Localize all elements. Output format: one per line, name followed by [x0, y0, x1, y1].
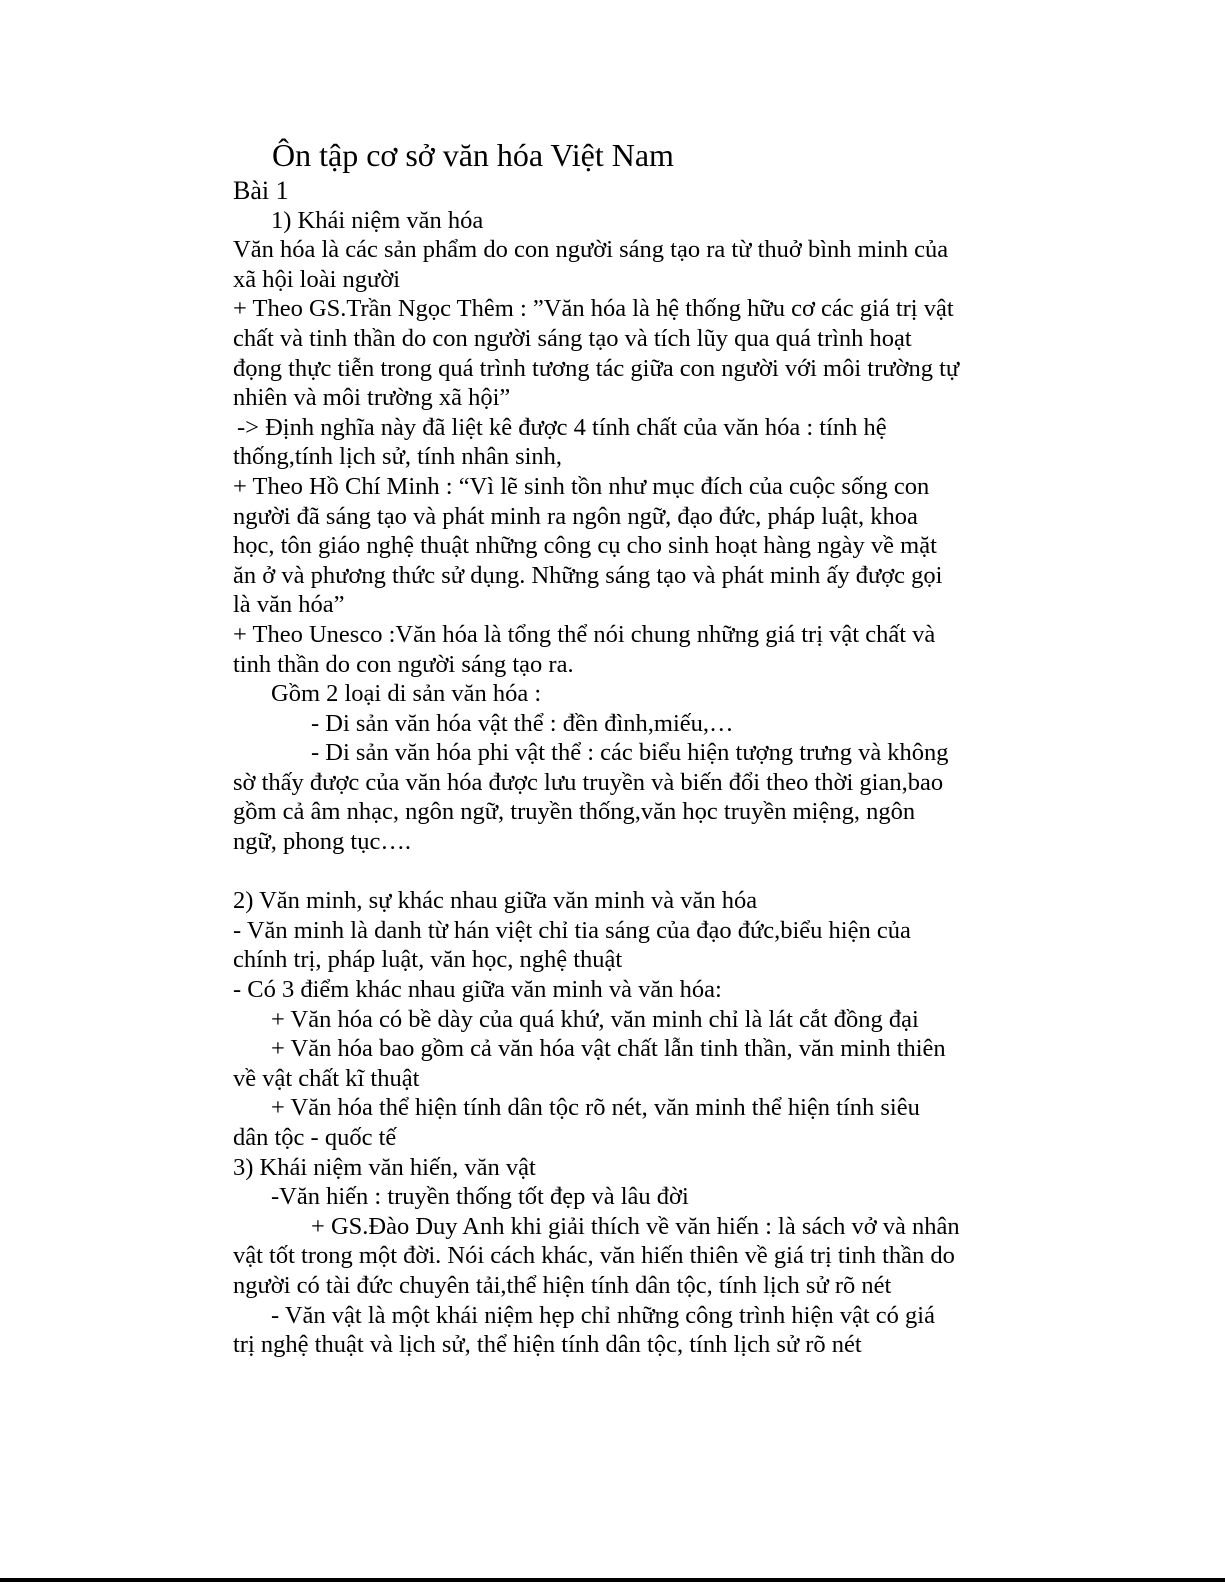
text-line: Gồm 2 loại di sản văn hóa : [271, 680, 542, 708]
text-line: dân tộc - quốc tế [233, 1124, 397, 1151]
section-heading-1: 1) Khái niệm văn hóa [271, 206, 484, 234]
text-line: - Có 3 điểm khác nhau giữa văn minh và văn hóa: [233, 976, 722, 1004]
text-line: - Di sản văn hóa phi vật thể : các biểu hiện tượng trưng và không [311, 739, 949, 767]
text-line: học, tôn giáo nghệ thuật những công cụ cho sinh hoạt hàng ngày về mặt [233, 532, 937, 560]
blank-line [233, 857, 1023, 887]
lesson-heading: Bài 1 [233, 176, 289, 205]
text-line: + GS.Đào Duy Anh khi giải thích về văn hiến : là sách vở và nhân [311, 1212, 960, 1240]
section-heading-2: 2) Văn minh, sự khác nhau giữa văn minh và văn hóa [233, 887, 758, 915]
text-line: xã hội loài người [233, 265, 401, 293]
text-line: chính trị, pháp luật, văn học, nghệ thuật [233, 946, 623, 974]
section-heading-3: 3) Khái niệm văn hiến, văn vật [233, 1153, 536, 1181]
text-line: tinh thần do con người sáng tạo ra. [233, 650, 574, 678]
text-line: Văn hóa là các sản phẩm do con người sáng tạo ra từ thuở bình minh của [233, 236, 949, 264]
text-line: đọng thực tiễn trong quá trình tương tác giữa con người với môi trường tự [233, 354, 960, 382]
text-line: + Theo Hồ Chí Minh : “Vì lẽ sinh tồn như mục đích của cuộc sống con [233, 472, 930, 500]
document-title: Ôn tập cơ sở văn hóa Việt Nam [272, 137, 674, 173]
text-line: người có tài đức chuyên tải,thể hiện tính dân tộc, tính lịch sử rõ nét [233, 1271, 892, 1299]
document-body [233, 176, 1023, 1360]
text-line: thống,tính lịch sử, tính nhân sinh, [233, 443, 563, 471]
text-line: + Theo Unesco :Văn hóa là tổng thể nói chung những giá trị vật chất và [233, 620, 936, 648]
text-line: -Văn hiến : truyền thống tốt đẹp và lâu đời [271, 1183, 689, 1211]
text-line: - Di sản văn hóa vật thể : đền đình,miếu,… [311, 709, 734, 737]
text-line: vật tốt trong một đời. Nói cách khác, văn hiến thiên về giá trị tinh thần do [233, 1242, 955, 1270]
page-bottom-border [0, 1578, 1225, 1582]
text-line: + Theo GS.Trần Ngọc Thêm : ”Văn hóa là hệ thống hữu cơ các giá trị vật [233, 295, 954, 323]
text-line: - Văn vật là một khái niệm hẹp chỉ những công trình hiện vật có giá [271, 1301, 935, 1329]
text-line: gồm cả âm nhạc, ngôn ngữ, truyền thống,văn học truyền miệng, ngôn [233, 798, 916, 826]
text-line: nhiên và môi trường xã hội” [233, 384, 511, 412]
text-line: + Văn hóa có bề dày của quá khứ, văn minh chỉ là lát cắt đồng đại [271, 1005, 919, 1033]
text-line: + Văn hóa bao gồm cả văn hóa vật chất lẫn tinh thần, văn minh thiên [271, 1035, 946, 1063]
text-line: trị nghệ thuật và lịch sử, thể hiện tính dân tộc, tính lịch sử rõ nét [233, 1331, 862, 1359]
text-line: + Văn hóa thể hiện tính dân tộc rõ nét, văn minh thể hiện tính siêu [271, 1094, 920, 1122]
text-line: người đã sáng tạo và phát minh ra ngôn ngữ, đạo đức, pháp luật, khoa [233, 502, 918, 530]
text-line: về vật chất kĩ thuật [233, 1064, 420, 1092]
text-line: -> Định nghĩa này đã liệt kê được 4 tính chất của văn hóa : tính hệ [237, 413, 887, 441]
text-line: sờ thấy được của văn hóa được lưu truyền và biến đổi theo thời gian,bao [233, 768, 944, 796]
text-line: ăn ở và phương thức sử dụng. Những sáng tạo và phát minh ấy được gọi [233, 561, 943, 589]
text-line: chất và tinh thần do con người sáng tạo và tích lũy qua quá trình hoạt [233, 324, 912, 352]
text-line: ngữ, phong tục…. [233, 828, 411, 856]
text-line: là văn hóa” [233, 591, 345, 619]
text-line: - Văn minh là danh từ hán việt chỉ tia sáng của đạo đức,biểu hiện của [233, 916, 911, 944]
